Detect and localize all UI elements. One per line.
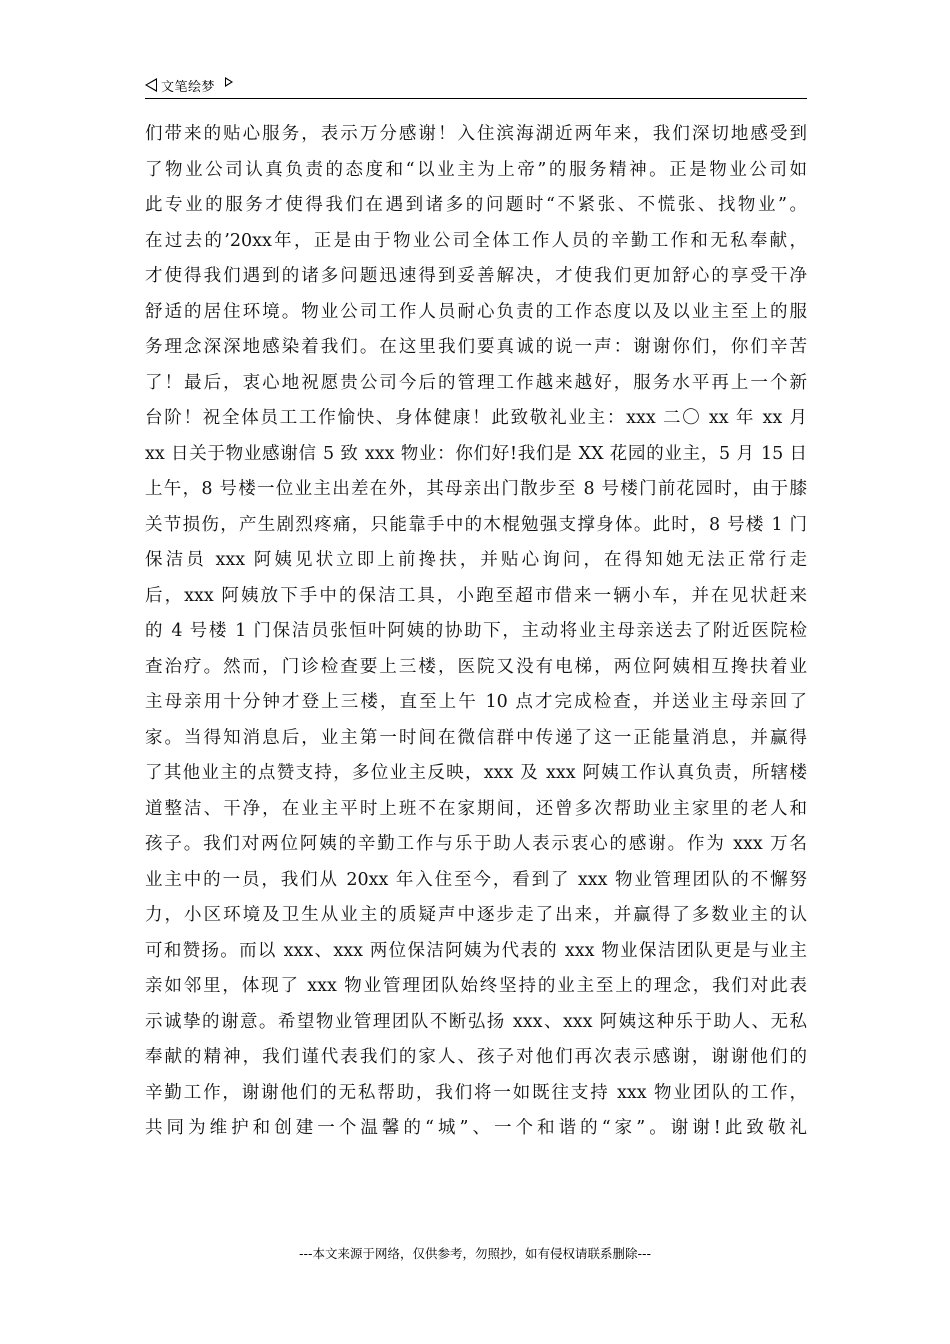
text-line: 的 4 号楼 1 门保洁员张恒叶阿姨的协助下，主动将业主母亲送去了附近医院检 (145, 621, 807, 641)
text-line: 在过去的’20xx年，正是由于物业公司全体工作人员的辛勤工作和无私奉献， (145, 230, 807, 251)
text-line: 孩子。我们对两位阿姨的辛勤工作与乐于助人表示衷心的感谢。作为 xxx 万名 (145, 834, 807, 854)
text-line: 可和赞扬。而以 xxx、xxx 两位保洁阿姨为代表的 xxx 物业保洁团队更是与业主 (145, 940, 807, 961)
left-triangle-icon (145, 78, 157, 92)
text-line: 共同为维护和创建一个温馨的“城”、一个和谐的“家”。谢谢!此致敬礼 (145, 1118, 807, 1138)
text-line: xx 日关于物业感谢信 5 致 xxx 物业：你们好!我们是 XX 花园的业主，5 月 15 日 (145, 443, 807, 464)
right-triangle-icon (225, 77, 233, 87)
text-line: 务理念深深地感染着我们。在这里我们要真诚的说一声：谢谢你们，你们辛苦 (145, 337, 807, 357)
text-line: 辛勤工作，谢谢他们的无私帮助，我们将一如既往支持 xxx 物业团队的工作， (145, 1082, 807, 1103)
text-line: 舒适的居住环境。物业公司工作人员耐心负责的工作态度以及以业主至上的服 (145, 301, 807, 322)
text-line: 亲如邻里，体现了 xxx 物业管理团队始终坚持的业主至上的理念，我们对此表 (145, 976, 807, 996)
header-row (145, 74, 807, 96)
text-line: 们带来的贴心服务，表示万分感谢！入住滨海湖近两年来，我们深切地感受到 (145, 124, 807, 144)
text-line: 此专业的服务才使得我们在遇到诸多的问题时“不紧张、不慌张、找物业”。 (145, 195, 807, 215)
text-line: 道整洁、干净，在业主平时上班不在家期间，还曾多次帮助业主家里的老人和 (145, 798, 807, 819)
text-line: 业主中的一员，我们从 20xx 年入住至今，看到了 xxx 物业管理团队的不懈努 (145, 869, 807, 890)
page-footer: ---本文来源于网络，仅供参考，勿照抄，如有侵权请联系删除--- (298, 1246, 652, 1261)
text-line: 查治疗。然而，门诊检查要上三楼，医院又没有电梯，两位阿姨相互搀扶着业 (145, 656, 807, 677)
text-line: 家。当得知消息后，业主第一时间在微信群中传递了这一正能量消息，并赢得 (145, 727, 807, 748)
letter-body (145, 117, 807, 1147)
brand-name: 文笔绘梦 (161, 79, 216, 95)
text-line: 力，小区环境及卫生从业主的质疑声中逐步走了出来，并赢得了多数业主的认 (145, 905, 807, 925)
text-line: 保洁员 xxx 阿姨见状立即上前搀扶，并贴心询问，在得知她无法正常行走 (145, 550, 807, 570)
text-line: 台阶！祝全体员工工作愉快、身体健康！此致敬礼业主：xxx 二〇 xx 年 xx 月 (145, 408, 807, 428)
page-header (145, 74, 807, 99)
text-line: 奉献的精神，我们谨代表我们的家人、孩子对他们再次表示感谢，谢谢他们的 (145, 1047, 807, 1067)
text-line: 才使得我们遇到的诸多问题迅速得到妥善解决，才使我们更加舒心的享受干净 (145, 266, 807, 286)
text-line: 后，xxx 阿姨放下手中的保洁工具，小跑至超市借来一辆小车，并在见状赶来 (145, 585, 807, 606)
text-line: 关节损伤，产生剧烈疼痛，只能靠手中的木棍勉强支撑身体。此时，8 号楼 1 门 (145, 514, 807, 535)
text-line: 主母亲用十分钟才登上三楼，直至上午 10 点才完成检查，并送业主母亲回了 (145, 692, 807, 712)
text-line: 示诚挚的谢意。希望物业管理团队不断弘扬 xxx、xxx 阿姨这种乐于助人、无私 (145, 1011, 807, 1032)
text-line: 上午，8 号楼一位业主出差在外，其母亲出门散步至 8 号楼门前花园时，由于膝 (145, 479, 807, 499)
text-line: 了！最后，衷心地祝愿贵公司今后的管理工作越来越好，服务水平再上一个新 (145, 372, 807, 393)
text-line: 了物业公司认真负责的态度和“以业主为上帝”的服务精神。正是物业公司如 (145, 159, 807, 180)
text-line: 了其他业主的点赞支持，多位业主反映，xxx 及 xxx 阿姨工作认真负责，所辖楼 (145, 763, 807, 783)
